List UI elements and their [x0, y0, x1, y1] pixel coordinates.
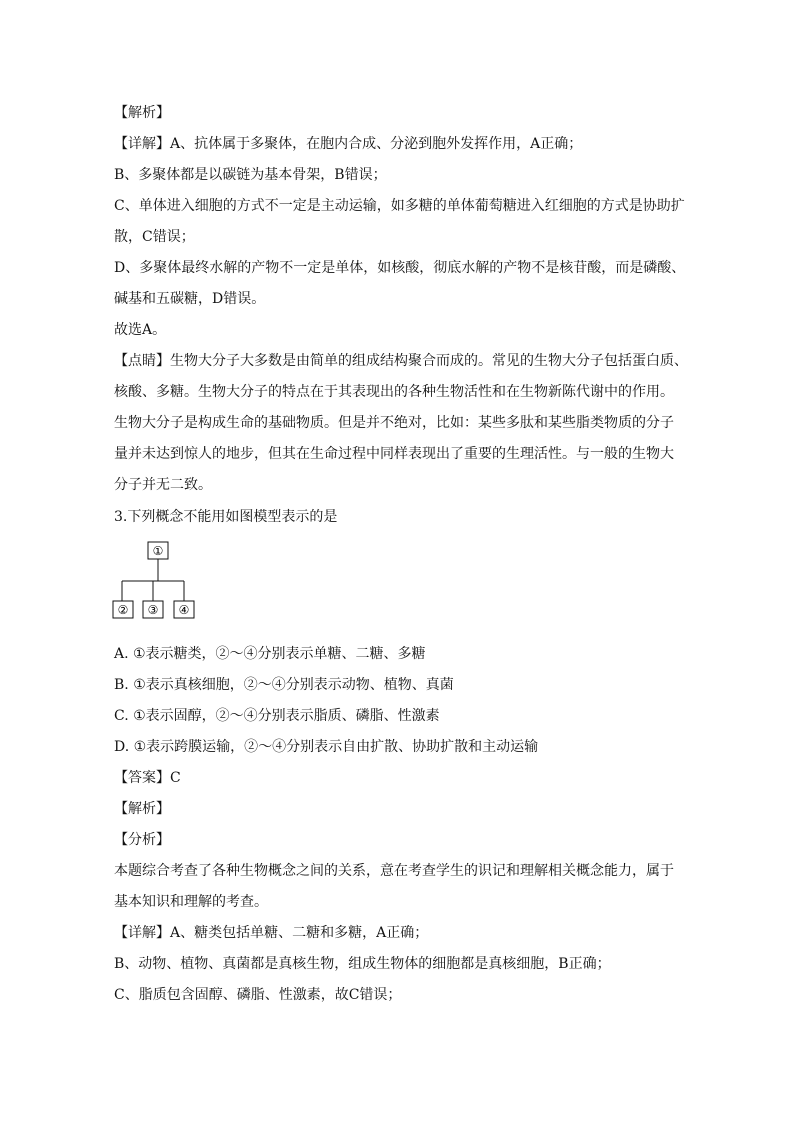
detail-line-c: C、单体进入细胞的方式不一定是主动运输，如多糖的单体葡萄糖进入红细胞的方式是协助扩	[114, 198, 685, 214]
diagram-label-child-1: ②	[117, 603, 129, 617]
analysis-heading: 【解析】	[114, 105, 170, 121]
analysis-heading-2: 【解析】	[114, 801, 170, 817]
detail2-line-c: C、脂质包含固醇、磷脂、性激素，故C错误；	[114, 987, 402, 1003]
detail-line-d: D、多聚体最终水解的产物不一定是单体，如核酸，彻底水解的产物不是核苷酸，而是磷酸、	[114, 260, 686, 276]
comment-line-5: 分子并无二致。	[114, 477, 212, 493]
detail2-line-b: B、动物、植物、真菌都是真核生物，组成生物体的细胞都是真核细胞，B正确；	[114, 956, 611, 972]
detail-line-d-cont: 碱基和五碳糖，D错误。	[114, 291, 266, 307]
detail-line-c-cont: 散，C错误；	[114, 229, 195, 245]
concept-tree-diagram	[112, 540, 202, 630]
answer-choice-line: 故选A。	[114, 322, 167, 338]
comment-line-1: 【点睛】生物大分子大多数是由简单的组成结构聚合而成的。常见的生物大分子包括蛋白质、	[114, 353, 688, 369]
diagram-label-top: ①	[152, 544, 164, 558]
detail-line-a: 【详解】A、抗体属于多聚体，在胞内合成、分泌到胞外发挥作用，A正确；	[114, 136, 583, 152]
analysis-text-2: 基本知识和理解的考查。	[114, 894, 268, 910]
detail2-line-a: 【详解】A、糖类包括单糖、二糖和多糖，A正确；	[114, 925, 429, 941]
option-a: A. ①表示糖类，②～④分别表示单糖、二糖、多糖	[114, 646, 426, 662]
answer-line: 【答案】C	[114, 770, 181, 786]
comment-line-4: 量并未达到惊人的地步，但其在生命过程中同样表现出了重要的生理活性。与一般的生物大	[114, 446, 674, 462]
comment-line-2: 核酸、多糖。生物大分子的特点在于其表现出的各种生物活性和在生物新陈代谢中的作用。	[114, 384, 674, 400]
diagram-label-child-3: ④	[178, 603, 190, 617]
comment-line-3: 生物大分子是构成生命的基础物质。但是并不绝对，比如：某些多肽和某些脂类物质的分子	[114, 415, 674, 431]
option-d: D. ①表示跨膜运输，②～④分别表示自由扩散、协助扩散和主动运输	[114, 739, 539, 755]
question-3-stem: 3.下列概念不能用如图模型表示的是	[114, 509, 338, 525]
analysis-subheading: 【分析】	[114, 832, 170, 848]
detail-line-b: B、多聚体都是以碳链为基本骨架，B错误；	[114, 167, 387, 183]
option-c: C. ①表示固醇，②～④分别表示脂质、磷脂、性激素	[114, 708, 440, 724]
analysis-text-1: 本题综合考查了各种生物概念之间的关系，意在考查学生的识记和理解相关概念能力，属于	[114, 863, 674, 879]
diagram-label-child-2: ③	[147, 603, 159, 617]
option-b: B. ①表示真核细胞，②～④分别表示动物、植物、真菌	[114, 677, 454, 693]
